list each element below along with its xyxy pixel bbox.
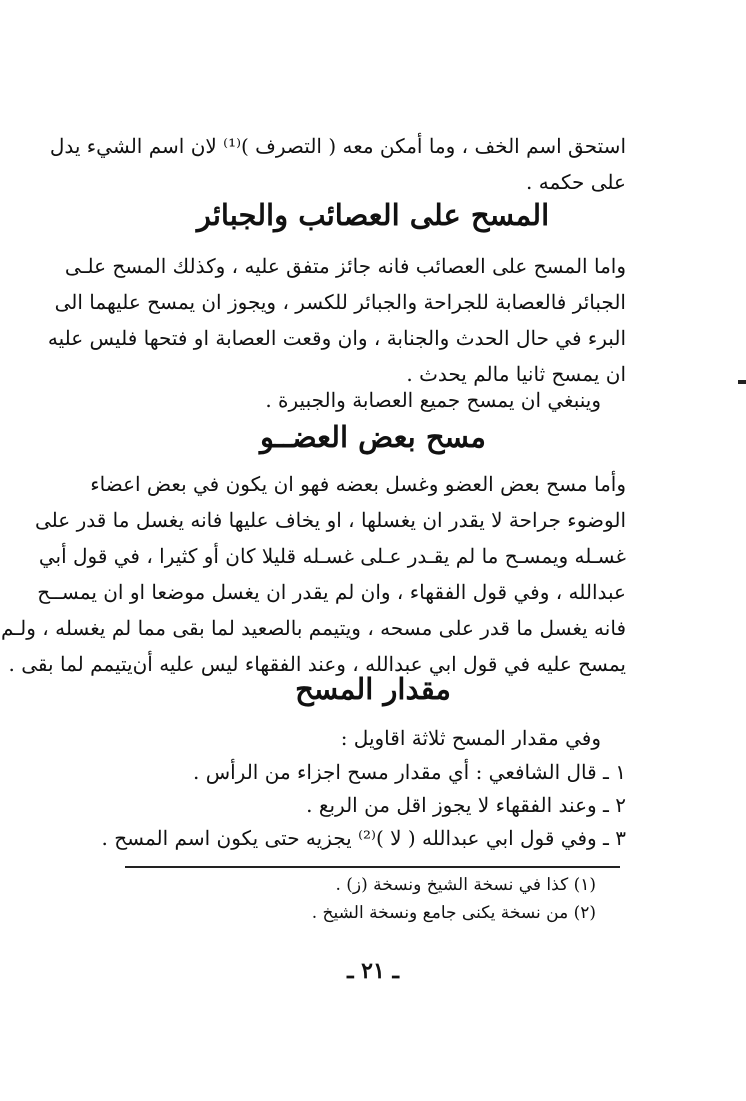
section-heading-amount: مقدار المسح xyxy=(295,672,451,706)
section-heading-bandages: المسح على العصائب والجبائر xyxy=(196,198,550,232)
text-line: غسـله ويمسـح ما لم يقـدر عـلى غسـله قليلا كان أو كثيرا ، في قول أبي xyxy=(38,544,626,568)
text-line: الجبائر فالعصابة للجراحة والجبائر للكسر ، ويجوز ان يمسح عليهما الى xyxy=(54,290,626,314)
text-line: يمسح عليه في قول ابي عبدالله ، وعند الفقهاء ليس عليه أن‌يتيمم لما بقى . xyxy=(8,652,626,676)
text-line: البرء في حال الحدث والجنابة ، وان وقعت العصابة او فتحها فليس عليه xyxy=(47,326,626,350)
list-item: ١ ـ قال الشافعي : أي مقدار مسح اجزاء من الرأس . xyxy=(192,760,626,784)
scan-mark xyxy=(738,380,746,384)
paragraph-3: وينبغي ان يمسح جميع العصابة والجبيرة . xyxy=(265,388,601,412)
footnote-divider xyxy=(125,866,620,868)
page-number: ـ ٢١ ـ xyxy=(347,958,399,984)
text-line: استحق اسم الخف ، وما أمكن معه ( التصرف )⁽¹⁾ لان اسم الشيء يدل xyxy=(49,134,626,158)
text-line: فانه يغسل ما قدر على مسحه ، ويتيمم بالصعيد لما بقى مما لم يغسله ، ولـم xyxy=(1,616,626,640)
list-item: ٢ ـ وعند الفقهاء لا يجوز اقل من الربع . xyxy=(306,793,626,817)
text-line: واما المسح على العصائب فانه جائز متفق عليه ، وكذلك المسح علـى xyxy=(64,254,626,278)
text-line: الوضوء جراحة لا يقدر ان يغسلها ، او يخاف عليها فانه يغسل ما قدر على xyxy=(35,508,626,532)
text-line: وأما مسح بعض العضو وغسل بعضه فهو ان يكون في بعض اعضاء xyxy=(90,472,626,496)
paragraph-2 xyxy=(47,248,626,392)
text-line: على حكمه . xyxy=(526,170,626,194)
paragraph-5: وفي مقدار المسح ثلاثة اقاويل : xyxy=(340,726,601,750)
list-item: ٣ ـ وفي قول ابي عبدالله ( لا )⁽²⁾ يجزيه حتى يكون اسم المسح . xyxy=(101,826,626,850)
text-line: ان يمسح ثانيا مالم يحدث . xyxy=(406,362,626,386)
paragraph-4 xyxy=(1,466,626,682)
text-line: عبدالله ، وفي قول الفقهاء ، وان لم يقدر ان يغسل موضعا او ان يمســح xyxy=(37,580,626,604)
section-heading-partial-wiping: مسح بعض العضــو xyxy=(260,420,486,454)
footnote: (١) كذا في نسخة الشيخ ونسخة (ز) . xyxy=(335,875,596,895)
footnote: (٢) من نسخة يكنى جامع ونسخة الشيخ . xyxy=(311,903,596,923)
paragraph-1 xyxy=(49,128,626,200)
